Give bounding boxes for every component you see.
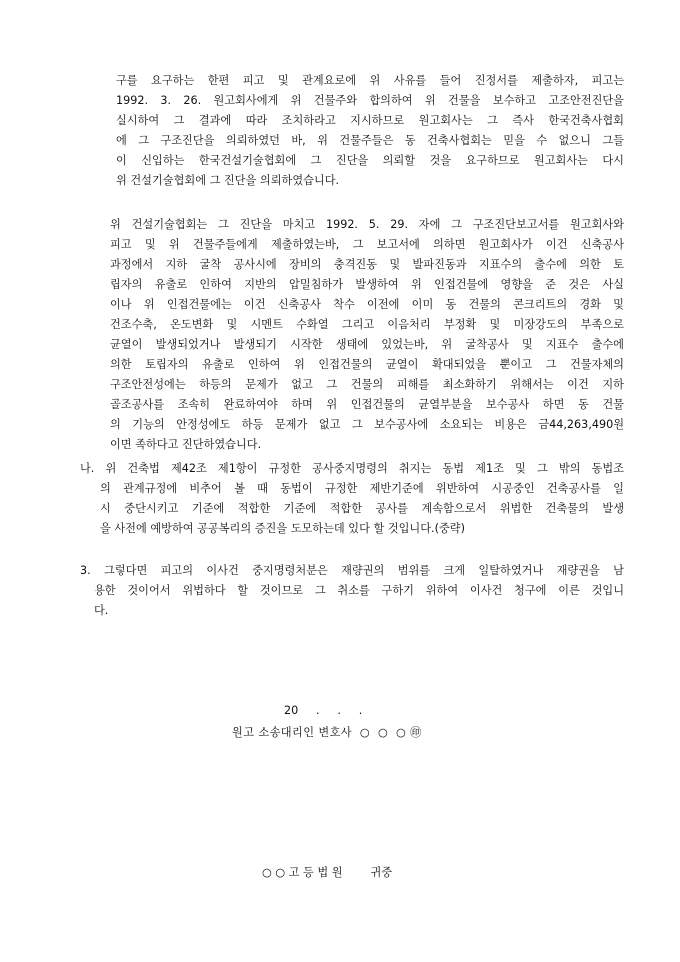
- text-line: 다.: [94, 604, 109, 617]
- court-suffix: 귀중: [370, 866, 393, 879]
- text-line: 시 중단시키고 기준에 적합한 기준에 적합한 공사를 계속함으로서 위법한 건축물의 발생: [100, 502, 624, 515]
- text-line: 건조수축, 온도변화 및 시멘트 수화열 그리고 이음처리 부정확 및 미장강도의 부족으로: [110, 318, 624, 331]
- text-line: 나. 위 건축법 제42조 제1항이 규정한 공사중지명령의 취지는 동법 제1조 및 그 밖의 동법조: [80, 462, 624, 475]
- paragraph-2: [110, 218, 624, 458]
- text-line: 용한 것이어서 위법하다 할 것이므로 그 취소를 구하기 위하여 이사건 청구에 이른 것입니: [94, 584, 624, 597]
- text-line: 의 관계규정에 비추어 볼 때 동법이 규정한 제반기준에 위반하여 시공중인 건축공사를 일: [100, 482, 624, 495]
- section-na: [80, 462, 624, 542]
- court-name: ○ ○ 고 등 법 원: [262, 866, 343, 879]
- text-line: 위 건설기술협회에 그 진단을 의뢰하였습니다.: [116, 174, 340, 187]
- text-line: 에 그 구조진단을 의뢰하였던 바, 위 건물주들은 동 건축사협회는 믿을 수 없으니 그들: [116, 134, 624, 147]
- date-line: 20 . . .: [284, 704, 363, 717]
- text-line: 이나 위 인접건물에는 이건 신축공사 착수 이전에 이미 동 건물의 콘크리트의 경화 및: [110, 298, 624, 311]
- text-line: 이 신입하는 한국건설기술협회에 그 진단을 의뢰할 것을 요구하므로 원고회사는 다시: [116, 154, 624, 167]
- section-3: [80, 564, 624, 624]
- paragraph-1: [116, 74, 624, 194]
- text-line: 이면 족하다고 진단하였습니다.: [110, 438, 262, 451]
- text-line: 1992. 3. 26. 원고회사에게 위 건물주와 합의하여 위 건물을 보수하고 고조안전진단을: [116, 94, 624, 107]
- text-line: 3. 그렇다면 피고의 이사건 중지명령처분은 재량권의 범위를 크게 일탈하였거나 재량권을 남: [80, 564, 624, 577]
- text-line: 구조안전성에는 하등의 문제가 없고 그 건물의 피해를 최소화하기 위해서는 이건 지하: [110, 378, 624, 391]
- text-line: 실시하여 그 결과에 따라 조치하라고 지시하므로 원고회사는 그 즉사 한국건축사협회: [116, 114, 624, 127]
- text-line: 골조공사를 조속히 완료하여야 하며 위 인접건물의 균열부분을 보수공사 하면 동 건물: [110, 398, 624, 411]
- text-line: 을 사전에 예방하여 공공복리의 증진을 도모하는데 있다 할 것입니다.(중략): [100, 522, 465, 535]
- text-line: 의한 토립자의 유출로 인하여 위 인접건물의 균열이 확대되었을 뿐이고 그 건물자체의: [110, 358, 624, 371]
- text-line: 위 건설기술협회는 그 진단을 마치고 1992. 5. 29. 자에 그 구조진단보고서를 원고회사와: [110, 218, 624, 231]
- text-line: 의 기능의 안정성에도 하등 문제가 없고 그 보수공사에 소요되는 비용은 금44,263,490원: [110, 418, 624, 431]
- text-line: 구를 요구하는 한편 피고 및 관계요로에 위 사유를 들어 진정서를 제출하자, 피고는: [116, 74, 624, 87]
- court-addressee: [262, 864, 392, 880]
- text-line: 피고 및 위 건물주들에게 제출하였는바, 그 보고서에 의하면 원고회사가 이건 신축공사: [110, 238, 624, 251]
- text-line: 립자의 유출로 인하여 지반의 압밀침하가 발생하여 위 인접건물에 영향을 준 것은 사실: [110, 278, 624, 291]
- signer-line: 원고 소송대리인 변호사 ○ ○ ○ ㊞: [232, 726, 422, 739]
- text-line: 과정에서 지하 굴착 공사시에 장비의 충격진동 및 발파진동과 지표수의 출수에 의한 토: [110, 258, 624, 271]
- text-line: 균열이 발생되었거나 발생되기 시작한 생태에 있었는바, 위 굴착공사 및 지표수 출수에: [110, 338, 624, 351]
